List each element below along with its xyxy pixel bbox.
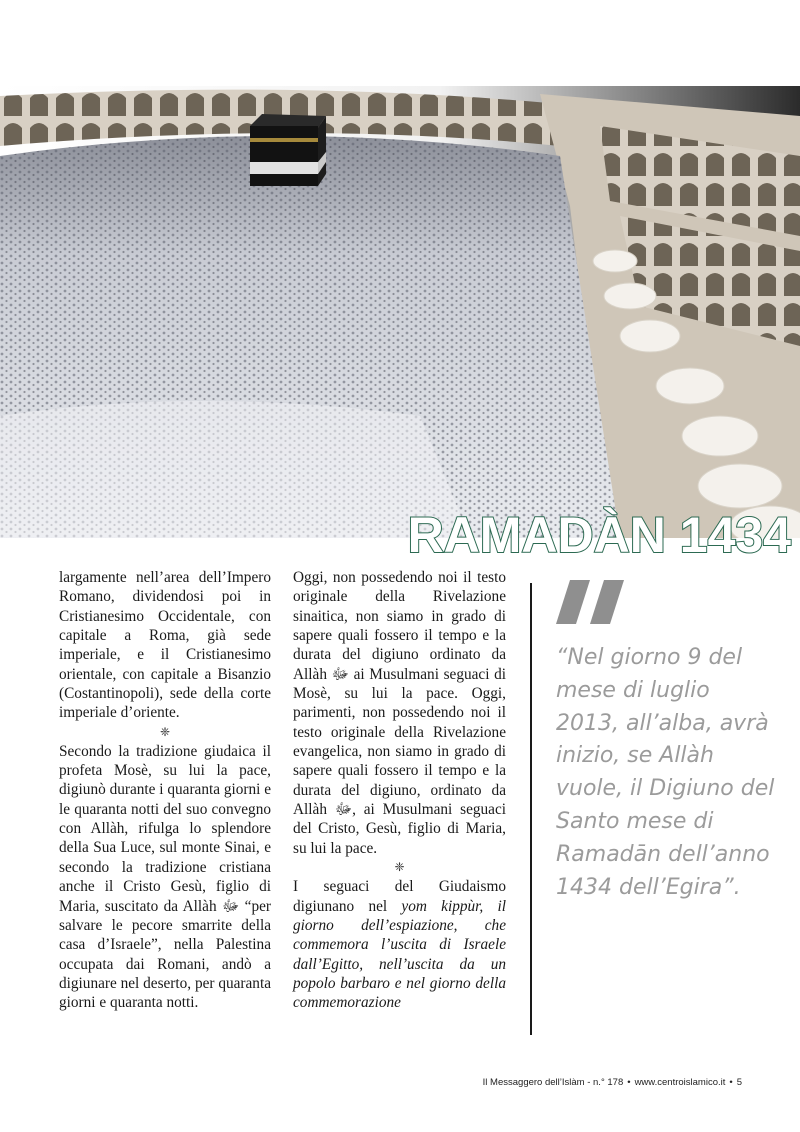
bullet-icon: • — [627, 1077, 631, 1088]
article-column-1 — [59, 568, 271, 1013]
pull-quote: “Nel giorno 9 del mese di luglio 2013, all’alba, avrà inizio, se Allàh vuole, il Digiuno del Santo mese di Ramadān dell’anno 1434 dell’Egira”. — [556, 645, 775, 900]
paragraph — [293, 877, 506, 1012]
paragraph: largamente nell’area dell’Impero Romano, dividendosi poi in Cristianesimo Occidentale, con capitale a Roma, già sede imperiale, e il Cristianesimo orientale, con capitale a Bisanzio (Costantinopoli), sede della corte imperiale d’oriente. — [59, 569, 271, 722]
page-footer — [0, 1077, 742, 1088]
column-divider — [530, 583, 532, 1035]
article-column-2 — [293, 568, 506, 1013]
separator-ornament-icon: ❈ — [159, 724, 171, 739]
paragraph-text: I seguaci del Giudaismo digiunano nel — [293, 878, 506, 915]
publication-name: Il Messaggero dell’Islàm - n.° 178 — [482, 1077, 624, 1088]
paragraph: Oggi, non possedendo noi il testo originale della Rivelazione sinaitica, non siamo in grado di sapere quali fossero il tempo e la durata del digiuno ordinato da Allàh ﷻ ai Musulmani seguaci di Mosè, su lui la pace. Oggi, parimenti, non possedendo noi il testo originale della Rivelazione evangelica, non siamo in grado di sapere quali fossero il tempo e la durata del digiuno, ordinato da Allàh ﷻ, ai Musulmani seguaci del Cristo, Gesù, figlio di Maria, su lui la pace. — [293, 569, 506, 857]
page-number: 5 — [736, 1077, 742, 1088]
kaaba-icon — [250, 114, 326, 186]
separator-ornament-icon: ❈ — [394, 860, 405, 875]
hajj-crowd-illustration — [0, 86, 800, 538]
headline-text: RAMADÀN 1434 — [407, 507, 791, 560]
quote-mark-icon — [556, 580, 626, 630]
paragraph-italic-text: yom kippùr, il giorno dell’espiazione, che commemora l’uscita di Israele dall’Egitto, nell’uscita da un popolo barbaro e nel giorno della commemorazione — [293, 897, 506, 1012]
bullet-icon: • — [729, 1077, 733, 1088]
website-link[interactable]: www.centroislamico.it — [634, 1077, 726, 1088]
paragraph: Secondo la tradizione giudaica il profeta Mosè, su lui la pace, digiunò durante i quaranta giorni e le quaranta notti del suo convegno con Allàh, rifulga lo splendore della Sua Luce, sul monte Sinai, e secondo la tradizione cristiana anche il Cristo Gesù, figlio di Maria, suscitato da Allàh ﷻ “per salvare le pecore smarrite della casa d’Israele”, nella Palestina occupata dai Romani, andò a digiunare nel deserto, per quaranta giorni e quaranta notti. — [59, 742, 271, 1012]
headline-title — [286, 500, 796, 560]
kaaba-photo — [0, 86, 800, 538]
